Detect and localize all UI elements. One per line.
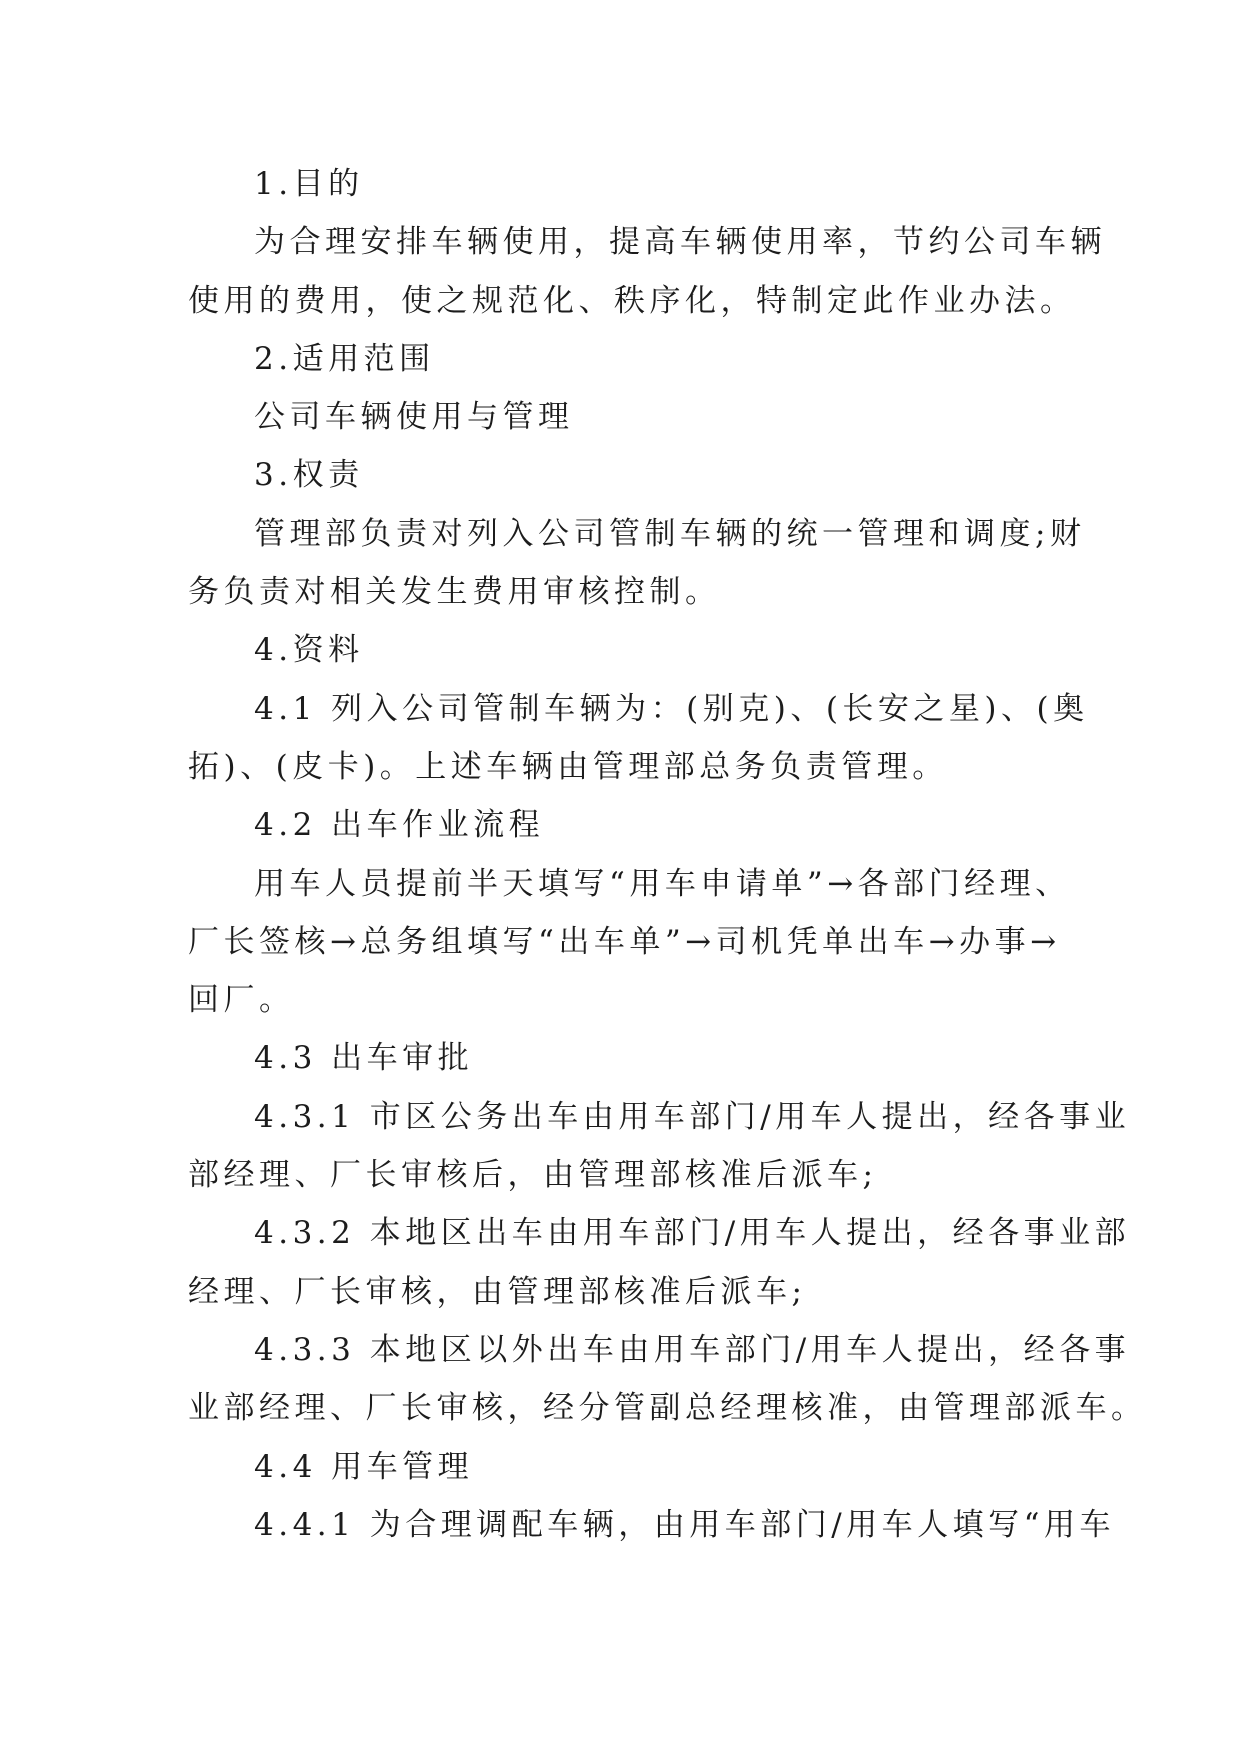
document-page [188, 155, 1147, 1554]
clause-4-1-line: 4.1 列入公司管制车辆为：(别克)、(长安之星)、(奥 [254, 690, 1089, 727]
clause-4-3-heading: 4.3 出车审批 [254, 1040, 474, 1077]
clause-4-3-1-line: 4.3.1 市区公务出车由用车部门/用车人提出，经各事业 [254, 1098, 1131, 1135]
section-heading-materials: 4.资料 [254, 632, 364, 669]
clause-4-2-heading: 4.2 出车作业流程 [254, 807, 545, 844]
workflow-line: 厂长签核→总务组填写“出车单”→司机凭单出车→办事→ [188, 923, 1061, 960]
clause-4-1-line: 拓)、(皮卡)。上述车辆由管理部总务负责管理。 [188, 748, 948, 785]
workflow-line: 用车人员提前半天填写“用车申请单”→各部门经理、 [254, 865, 1071, 902]
paragraph-line: 务负责对相关发生费用审核控制。 [188, 574, 721, 611]
section-heading-responsibility: 3.权责 [254, 457, 364, 494]
section-heading-purpose: 1.目的 [254, 166, 364, 202]
workflow-line: 回厂。 [188, 982, 295, 1019]
clause-4-3-1-line: 部经理、厂长审核后，由管理部核准后派车; [188, 1157, 878, 1194]
paragraph-line: 公司车辆使用与管理 [254, 399, 574, 436]
clause-4-3-3-line: 4.3.3 本地区以外出车由用车部门/用车人提出，经各事 [254, 1331, 1131, 1368]
clause-4-3-2-line: 经理、厂长审核，由管理部核准后派车; [188, 1273, 807, 1310]
clause-4-4-heading: 4.4 用车管理 [254, 1448, 474, 1485]
paragraph-line: 使用的费用，使之规范化、秩序化，特制定此作业办法。 [188, 282, 1076, 319]
clause-4-4-1-line: 4.4.1 为合理调配车辆，由用车部门/用车人填写“用车 [254, 1506, 1116, 1543]
paragraph-line: 为合理安排车辆使用，提高车辆使用率，节约公司车辆 [254, 224, 1106, 261]
paragraph-line: 管理部负责对列入公司管制车辆的统一管理和调度;财 [254, 515, 1086, 552]
section-heading-scope: 2.适用范围 [254, 340, 435, 377]
clause-4-3-3-line: 业部经理、厂长审核，经分管副总经理核准，由管理部派车。 [188, 1390, 1147, 1427]
clause-4-3-2-line: 4.3.2 本地区出车由用车部门/用车人提出，经各事业部 [254, 1215, 1131, 1252]
